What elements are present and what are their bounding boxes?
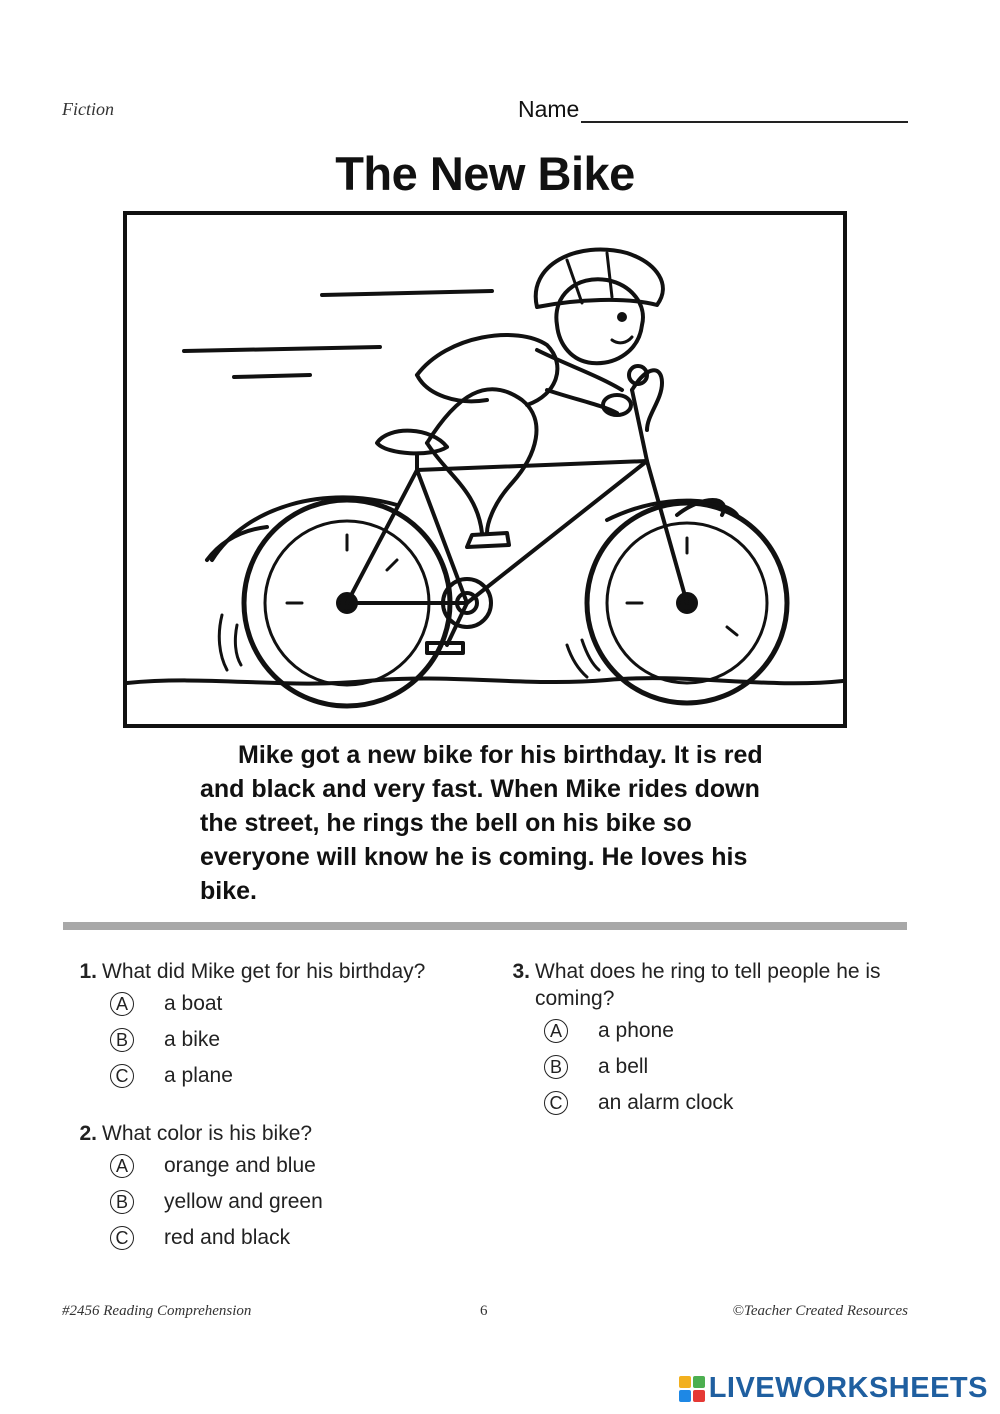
answer-text: yellow and green: [164, 1190, 323, 1213]
answer-option[interactable]: [110, 1184, 323, 1220]
question-2-options: [110, 1148, 323, 1256]
logo-square: [693, 1390, 705, 1402]
answer-option[interactable]: [110, 1022, 233, 1058]
question-2: [70, 1120, 500, 1147]
story-text: Mike got a new bike for his birthday. It is red and black and very fast. When Mike rides down the street, he rings the bell on his bike so everyone will know he is coming. He loves his bike.: [200, 741, 763, 905]
answer-bubble-a[interactable]: A: [110, 992, 134, 1016]
answer-text: an alarm clock: [598, 1091, 734, 1114]
answer-bubble-b[interactable]: B: [110, 1028, 134, 1052]
answer-text: a bell: [598, 1055, 649, 1078]
footer-page-number: 6: [480, 1303, 488, 1319]
question-1-options: [110, 986, 233, 1094]
name-field[interactable]: [518, 96, 908, 123]
question-3: [503, 958, 913, 1012]
answer-bubble-a[interactable]: A: [544, 1019, 568, 1043]
answer-option[interactable]: [110, 986, 233, 1022]
page-title: The New Bike: [335, 147, 635, 200]
logo-square: [679, 1390, 691, 1402]
answer-bubble-c[interactable]: C: [110, 1226, 134, 1250]
answer-option[interactable]: [110, 1220, 323, 1256]
answer-text: a boat: [164, 992, 223, 1015]
boy-riding-bike-illustration: [127, 215, 843, 724]
question-text: What did Mike get for his birthday?: [102, 960, 426, 983]
answer-text: a phone: [598, 1019, 674, 1042]
brand-text: LIVEWORKSHEETS: [708, 1372, 988, 1404]
logo-square: [679, 1376, 691, 1388]
illustration-frame: [123, 211, 847, 728]
answer-text: orange and blue: [164, 1154, 316, 1177]
section-divider: [63, 922, 907, 930]
question-number: 2.: [79, 1122, 97, 1145]
answer-bubble-b[interactable]: B: [544, 1055, 568, 1079]
answer-option[interactable]: [544, 1049, 733, 1085]
answer-text: a bike: [164, 1028, 221, 1051]
answer-option[interactable]: [544, 1085, 733, 1121]
name-label: Name: [518, 96, 580, 122]
story-passage: [200, 738, 790, 908]
question-number: 3.: [512, 960, 530, 983]
answer-text: a plane: [164, 1064, 233, 1087]
footer-publisher: ©Teacher Created Resources: [732, 1303, 908, 1319]
liveworksheets-logo-icon: [679, 1376, 705, 1402]
liveworksheets-brand[interactable]: [679, 1372, 988, 1405]
answer-option[interactable]: [110, 1058, 233, 1094]
question-1: [70, 958, 500, 985]
footer-book-id: #2456 Reading Comprehension: [62, 1303, 252, 1319]
name-underline[interactable]: [581, 99, 908, 123]
answer-bubble-c[interactable]: C: [110, 1064, 134, 1088]
genre-label: Fiction: [62, 99, 114, 119]
answer-option[interactable]: [110, 1148, 323, 1184]
answer-text: red and black: [164, 1226, 291, 1249]
answer-bubble-b[interactable]: B: [110, 1190, 134, 1214]
answer-bubble-a[interactable]: A: [110, 1154, 134, 1178]
question-text: What color is his bike?: [102, 1122, 313, 1145]
question-3-options: [544, 1013, 733, 1121]
logo-square: [693, 1376, 705, 1388]
question-text: What does he ring to tell people he is coming?: [535, 960, 881, 1010]
answer-option[interactable]: [544, 1013, 733, 1049]
question-number: 1.: [79, 960, 97, 983]
answer-bubble-c[interactable]: C: [544, 1091, 568, 1115]
